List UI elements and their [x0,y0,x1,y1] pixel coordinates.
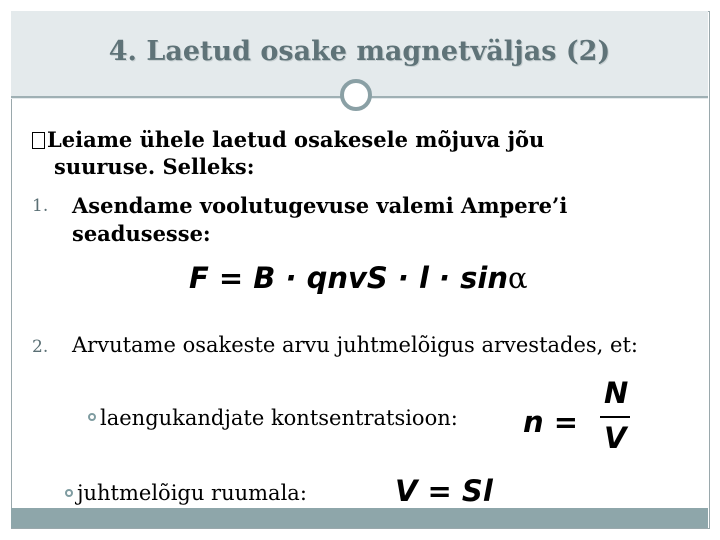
bullet-2-text: juhtmelõigu ruumala: [77,481,307,505]
concentration-denominator: V [604,421,627,455]
bullet-circle-icon [65,489,73,497]
intro-paragraph [32,127,544,153]
bullet-1-text: laengukandjate kontsentratsioon: [100,406,458,430]
missing-glyph-icon [32,132,45,149]
force-formula-main: F = B · qnvS · l · sin [189,261,509,295]
fraction-bar [600,416,630,418]
intro-line-2: suuruse. Selleks: [54,154,255,179]
bottom-accent-bar [11,508,708,528]
concentration-formula-left: n = [523,405,579,439]
bullet-circle-icon [88,413,96,421]
step-2-number: 2. [32,337,49,357]
force-formula [189,261,528,295]
step-2-text: Arvutame osakeste arvu juhtmelõigus arvestades, et: [72,333,638,357]
force-formula-alpha: α [508,261,528,295]
slide-title: 4. Laetud osake magnetväljas (2) [108,36,611,67]
ring-ornament-icon [340,79,372,111]
intro-line-1: Leiame ühele laetud osakesele mõjuva jõu [47,127,545,152]
concentration-numerator: N [604,376,629,410]
step-1-number: 1. [32,196,49,216]
step-1-line-2: seadusesse: [72,221,211,246]
step-1-line-1: Asendame voolutugevuse valemi Ampere’i [72,193,568,218]
volume-formula: V = Sl [395,474,493,508]
